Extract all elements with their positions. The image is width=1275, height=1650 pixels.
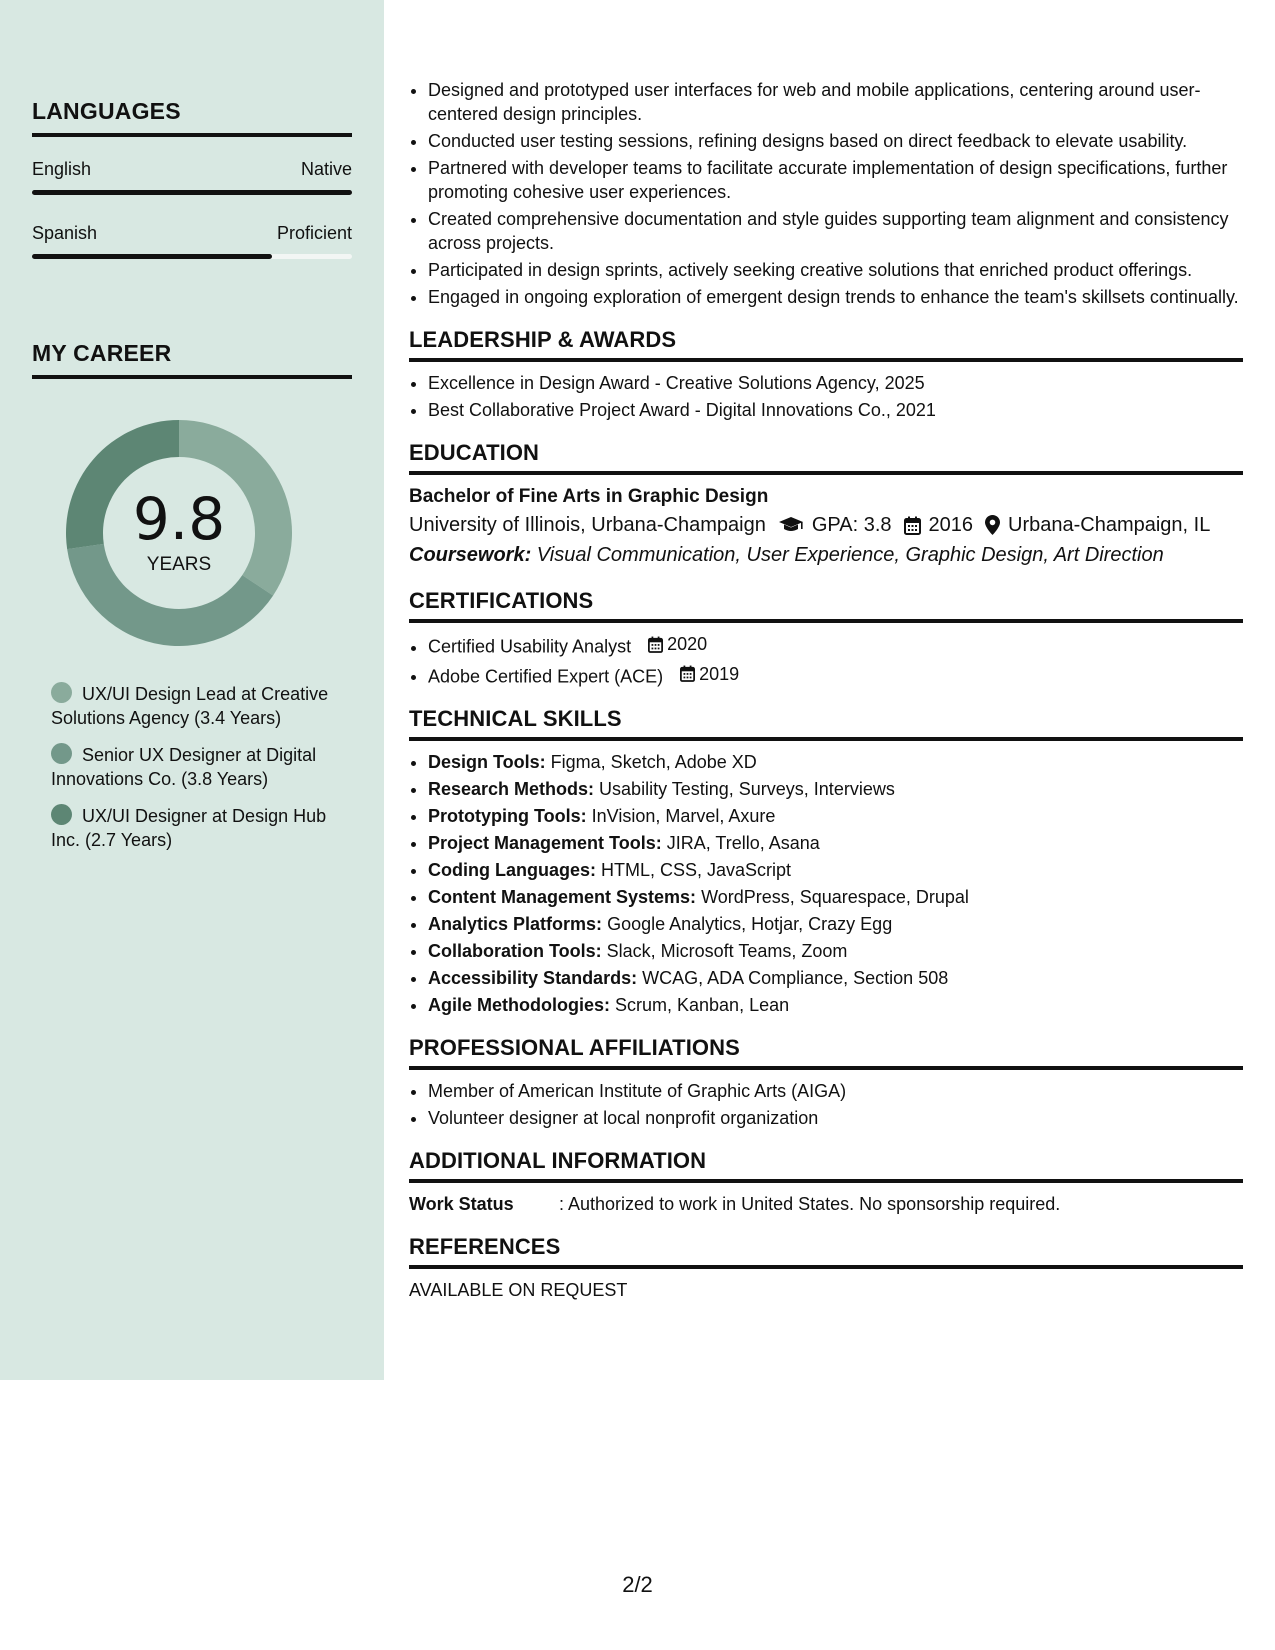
experience-bullet: • Designed and prototyped user interfaces for web and mobile applications, centering around user-centered design principles. [428,78,1243,126]
experience-bullet: • Participated in design sprints, actively seeking creative solutions that enriched product offerings. [428,258,1243,282]
work-status-value: : Authorized to work in United States. No sponsorship required. [559,1194,1061,1214]
skill-item [428,750,1243,774]
language-name: English [32,159,92,179]
leadership-heading: LEADERSHIP & AWARDS [409,327,1243,362]
leadership-section [409,327,1243,422]
career-heading: MY CAREER [32,340,352,379]
skill-value: Scrum, Kanban, Lean [610,995,790,1015]
sidebar [0,0,384,1380]
certification-item [428,662,1243,689]
coursework-label: Coursework: [409,544,532,566]
languages-section [32,98,352,259]
experience-bullets [409,78,1243,309]
certification-year: 2020 [667,634,708,654]
skill-value: JIRA, Trello, Asana [661,833,820,853]
references-section [409,1234,1243,1302]
experience-bullet: • Created comprehensive documentation and style guides supporting team alignment and consistency across projects. [428,207,1243,255]
career-total-unit: YEARS [146,554,212,575]
coursework [409,540,1243,570]
affiliations-heading: PROFESSIONAL AFFILIATIONS [409,1035,1243,1070]
location-pin-icon [985,515,1000,535]
skill-label: Coding Languages: [428,860,596,880]
certification-item [428,632,1243,659]
skill-item [428,804,1243,828]
gpa-value: GPA: 3.8 [811,514,892,536]
skill-value: Usability Testing, Surveys, Interviews [594,779,895,799]
gpa [778,510,892,540]
certification-name: Adobe Certified Expert (ACE) [428,666,664,686]
year-value: 2016 [928,514,973,536]
additional-info-section [409,1148,1243,1216]
education-details [409,510,1243,540]
certification-year: 2019 [699,663,740,684]
experience-bullet: • Conducted user testing sessions, refining designs based on direct feedback to elevate usability. [428,129,1243,153]
skill-item [428,885,1243,909]
skill-label: Design Tools: [428,752,546,772]
skill-value: Google Analytics, Hotjar, Crazy Egg [602,914,893,934]
skill-item [428,912,1243,936]
affiliation-item: • Volunteer designer at local nonprofit organization [428,1106,1243,1130]
language-proficiency-bar [32,254,352,259]
legend-dot-icon [51,682,72,703]
language-proficiency-fill [32,254,272,259]
language-proficiency-bar [32,190,352,195]
coursework-value: Visual Communication, User Experience, Graphic Design, Art Direction [531,544,1164,566]
skill-label: Analytics Platforms: [428,914,603,934]
certifications-list [409,632,1243,688]
location-value: Urbana-Champaign, IL [1008,514,1211,536]
career-legend-item [51,743,341,791]
language-level: Native [300,159,352,179]
language-name: Spanish [32,223,98,243]
work-status-label: Work Status [409,1194,514,1214]
experience-bullet: • Engaged in ongoing exploration of emergent design trends to enhance the team's skillsets continually. [428,285,1243,309]
career-section [32,340,352,379]
career-total-years: 9.8 [132,485,226,553]
additional-info-heading: ADDITIONAL INFORMATION [409,1148,1243,1183]
school-name: University of Illinois, Urbana-Champaign [409,514,766,536]
affiliations-section [409,1035,1243,1130]
skill-value: Figma, Sketch, Adobe XD [545,752,757,772]
skills-section [409,706,1243,1017]
calendar-icon [648,636,663,653]
language-item-spanish [32,223,352,259]
skill-label: Content Management Systems: [428,887,697,907]
skill-label: Project Management Tools: [428,833,662,853]
legend-dot-icon [51,743,72,764]
skill-value: HTML, CSS, JavaScript [596,860,792,880]
certification-name: Certified Usability Analyst [428,636,632,657]
languages-heading: LANGUAGES [32,98,352,137]
career-legend-label: UX/UI Design Lead at Creative Solutions Agency (3.4 Years) [51,684,329,728]
award-item: • Best Collaborative Project Award - Digital Innovations Co., 2021 [428,398,1243,422]
skill-item [428,993,1243,1017]
award-item: • Excellence in Design Award - Creative Solutions Agency, 2025 [428,371,1243,395]
skill-item [428,831,1243,855]
skill-label: Accessibility Standards: [428,968,638,988]
career-legend-label: Senior UX Designer at Digital Innovations Co. (3.8 Years) [51,745,317,789]
experience-bullet: • Partnered with developer teams to facilitate accurate implementation of design specifications, further promoting cohesive user experiences. [428,156,1243,204]
skill-label: Prototyping Tools: [428,806,587,826]
affiliations-list [409,1079,1243,1130]
career-donut-chart [66,420,292,646]
references-text: AVAILABLE ON REQUEST [409,1280,628,1300]
skill-value: Slack, Microsoft Teams, Zoom [601,941,848,961]
legend-dot-icon [51,804,72,825]
education-section [409,440,1243,570]
skill-label: Collaboration Tools: [428,941,602,961]
language-proficiency-fill [32,190,352,195]
leadership-list [409,371,1243,422]
skills-list [409,750,1243,1017]
skill-label: Research Methods: [428,779,595,799]
skill-item [428,858,1243,882]
work-status-row [409,1192,1243,1216]
skill-item [428,777,1243,801]
page-number: 2/2 [622,1572,653,1597]
affiliation-item: • Member of American Institute of Graphic Arts (AIGA) [428,1079,1243,1103]
skill-label: Agile Methodologies: [428,995,610,1015]
career-legend-item [51,682,341,730]
education-heading: EDUCATION [409,440,1243,475]
calendar-icon [904,516,921,535]
language-level: Proficient [276,223,352,243]
certifications-section [409,588,1243,688]
career-legend-item [51,804,341,852]
skill-item [428,939,1243,963]
graduation-cap-icon [778,516,804,534]
skill-value: InVision, Marvel, Axure [586,806,776,826]
education-location [985,510,1210,540]
calendar-icon [680,665,695,682]
references-heading: REFERENCES [409,1234,1243,1269]
degree-title: Bachelor of Fine Arts in Graphic Design [409,486,769,507]
career-legend [51,682,341,865]
language-item-english [32,159,352,195]
main-content [409,78,1243,1302]
career-legend-label: UX/UI Designer at Design Hub Inc. (2.7 Years) [51,806,327,850]
certifications-heading: CERTIFICATIONS [409,588,1243,623]
graduation-year [904,510,974,540]
skills-heading: TECHNICAL SKILLS [409,706,1243,741]
skill-value: WCAG, ADA Compliance, Section 508 [637,968,949,988]
skill-value: WordPress, Squarespace, Drupal [696,887,969,907]
skill-item [428,966,1243,990]
